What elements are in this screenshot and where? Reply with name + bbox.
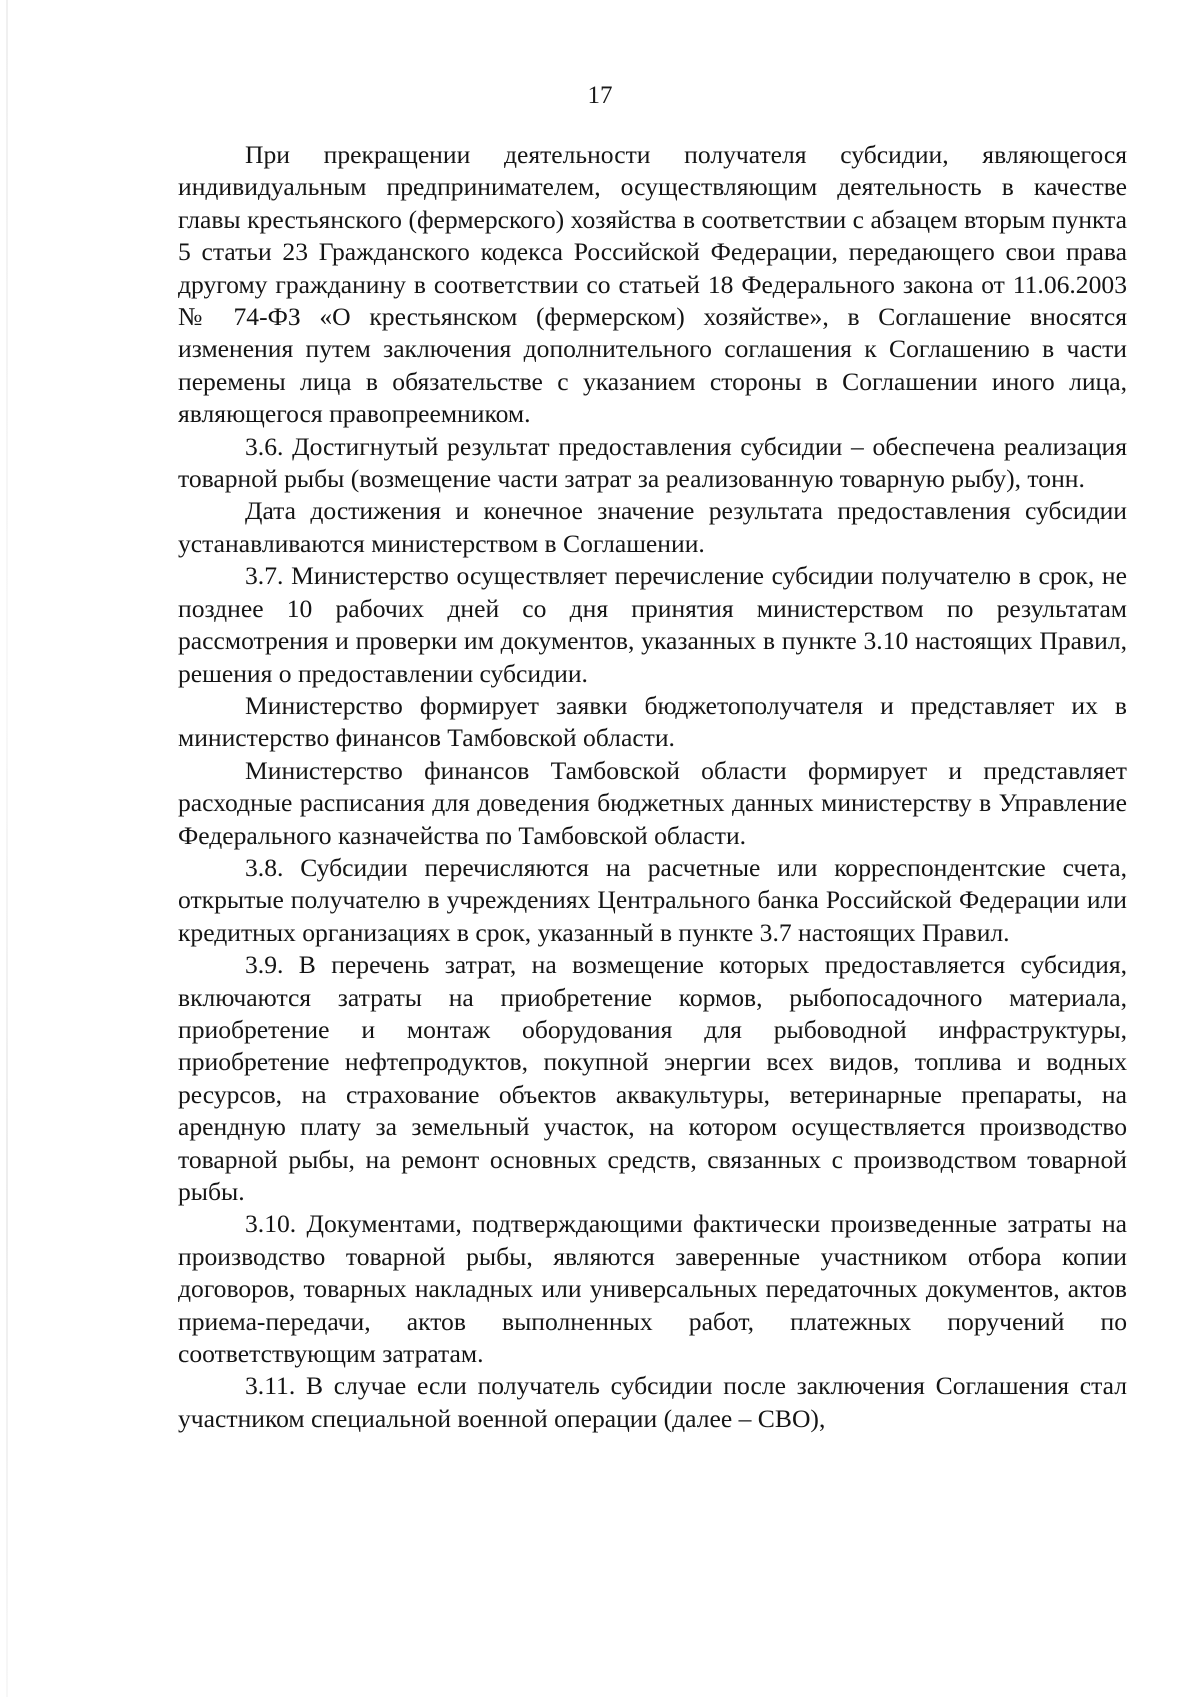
paragraph-3-9-expenses: 3.9. В перечень затрат, на возмещение которых предоставляется субсидия, включаются затраты на приобретение кормов, рыбопосадочного материала, приобретение и монтаж оборудования для рыбоводной инфраструктуры, приобретение нефтепродуктов, покупной энергии всех видов, топлива и водных ресурсов, на страхование объектов аквакультуры, ветеринарные препараты, на арендную плату за земельный участок, на котором осуществляется производство товарной рыбы, на ремонт основных средств, связанных с производством товарной рыбы. xyxy=(178,950,1127,1206)
paragraph-finance-ministry: Министерство финансов Тамбовской области формирует и представляет расходные расписания для доведения бюджетных данных министерству в Управление Федерального казначейства по Тамбовской области. xyxy=(178,755,1127,850)
paragraph-3-8-accounts: 3.8. Субсидии перечисляются на расчетные или корреспондентские счета, открытые получателю в учреждениях Центрального банка Российской Федерации или кредитных организациях в срок, указанный в пункте 3.7 настоящих Правил. xyxy=(178,852,1127,947)
paragraph-result-date: Дата достижения и конечное значение результата предоставления субсидии устанавливаются министерством в Соглашении. xyxy=(178,496,1127,558)
page-number: 17 xyxy=(587,82,613,109)
paragraph-3-6-result: 3.6. Достигнутый результат предоставления субсидии – обеспечена реализация товарной рыбы (возмещение части затрат за реализованную товарную рыбу), тонн. xyxy=(178,431,1127,494)
document-body xyxy=(178,139,1127,1435)
paragraph-successor-change: При прекращении деятельности получателя субсидии, являющегося индивидуальным предпринимателем, осуществляющим деятельность в качестве главы крестьянского (фермерского) хозяйства в соответствии с абзацем вторым пункта 5 статьи 23 Гражданского кодекса Российской Федерации, передающего свои права другому гражданину в соответствии со статьей 18 Федерального закона от 11.06.2003 № 74-ФЗ «О крестьянском (фермерском) хозяйстве», в Соглашение вносятся изменения путем заключения дополнительного соглашения к Соглашению в части перемены лица в обязательстве с указанием стороны в Соглашении иного лица, являющегося правопреемником. xyxy=(178,140,1127,429)
scan-edge-shadow xyxy=(6,0,8,1697)
paragraph-3-10-documents: 3.10. Документами, подтверждающими фактически произведенные затраты на производство товарной рыбы, являются заверенные участником отбора копии договоров, товарных накладных или универсальных передаточных документов, актов приема-передачи, актов выполненных работ, платежных поручений по соответствующим затратам. xyxy=(178,1209,1127,1369)
paragraph-3-11-svo: 3.11. В случае если получатель субсидии после заключения Соглашения стал участником специальной военной операции (далее – СВО), xyxy=(178,1371,1127,1433)
paragraph-budget-requests: Министерство формирует заявки бюджетополучателя и представляет их в министерство финансов Тамбовской области. xyxy=(178,690,1127,753)
paragraph-3-7-transfer: 3.7. Министерство осуществляет перечисление субсидии получателю в срок, не позднее 10 рабочих дней со дня принятия министерством по результатам рассмотрения и проверки им документов, указанных в пункте 3.10 настоящих Правил, решения о предоставлении субсидии. xyxy=(178,561,1127,688)
